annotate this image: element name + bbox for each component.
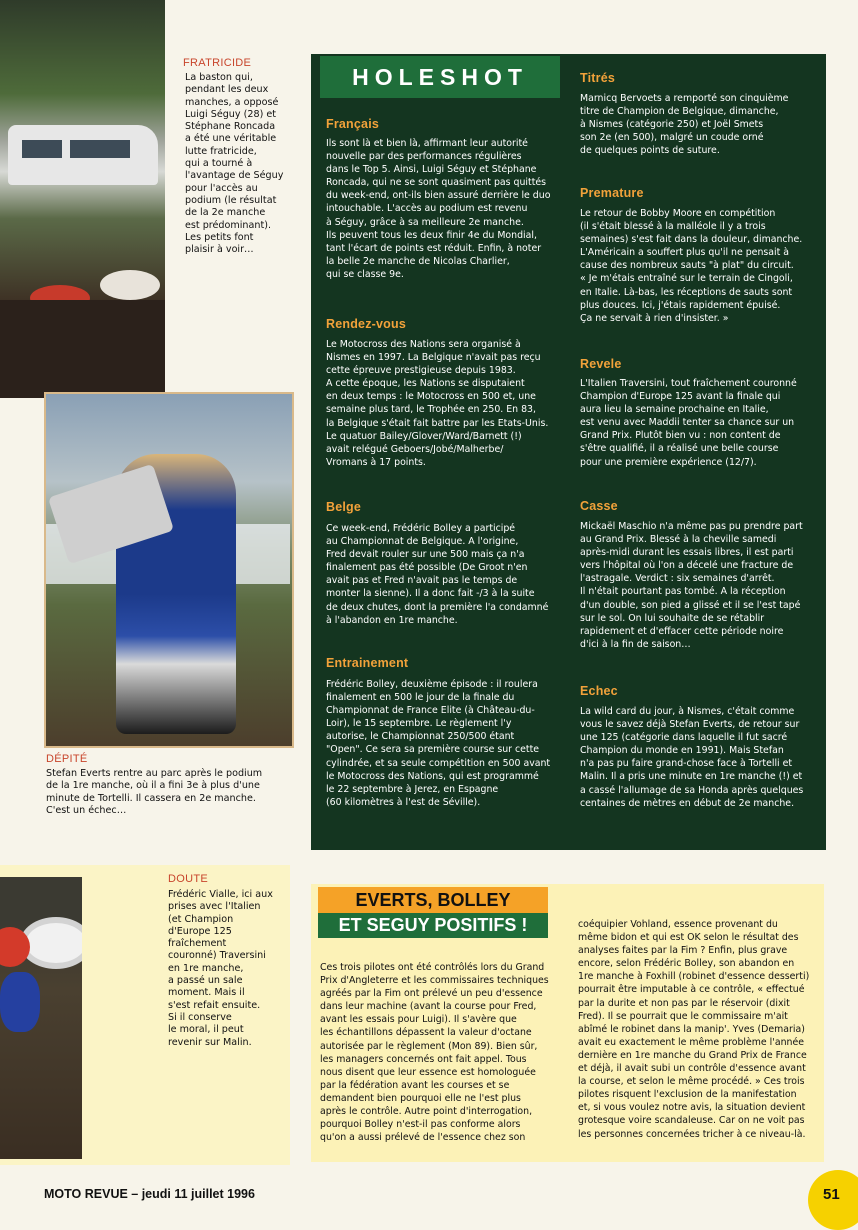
rider-shape <box>0 972 40 1032</box>
heading-rendez-vous: Rendez-vous <box>326 317 406 331</box>
caption-text-depite: Stefan Everts rentre au parc après le podium de la 1re manche, où il a fini 3e à plus d'une minute de Tortelli. Il cassera en 2e manche. C'est un échec… <box>46 768 263 816</box>
photo-doute <box>0 877 82 1159</box>
positifs-title-line2: ET SEGUY POSITIFS ! <box>318 913 548 938</box>
heading-premature: Premature <box>580 186 644 200</box>
photo-depite <box>44 392 294 748</box>
heading-francais: Français <box>326 117 380 131</box>
text-casse: Mickaël Maschio n'a même pas pu prendre part au Grand Prix. Blessé à la cheville samedi après-midi durant les essais libres, il est parti vers l'hôpital où l'on a décelé une fracture de l'astragale. Verdict : six semaines d'arrêt. Il n'était pourtant pas tombé. A la réception d'un double, son pied a glissé et il se l'est tapé sur le sol. On lui souhaite de se rétablir rapidement et d'effacer cette période noire d'ici à la fin de saison… <box>580 521 803 650</box>
page-number: 51 <box>823 1186 840 1203</box>
text-entrainement: Frédéric Bolley, deuxième épisode : il roulera finalement en 500 le jour de la finale du Championnat de France Elite (à Château-du- Loir), le 15 septembre. Le règlement l'y autorise, le Championnat 250/500 étant "Open". Ce sera sa première course sur cette cylindrée, et sa seule compétition en 500 avant le Motocross des Nations, qui est programmé le 22 septembre à Jerez, en Espagne (60 kilomètres à l'est de Séville). <box>326 679 551 808</box>
heading-entrainement: Entrainement <box>326 656 409 670</box>
text-belge: Ce week-end, Frédéric Bolley a participé au Championnat de Belgique. A l'origine, Fred devait rouler sur une 500 mais ça n'a finalement pas été possible (De Groot n'en avait pas et Fred n'avait pas le temps de monter la sienne). Il a donc fait -/3 à la suite de deux chutes, dont la première l'a condamné à l'abandon en 1re manche. <box>326 523 549 626</box>
caption-text-fratricide: La baston qui, pendant les deux manches, a opposé Luigi Séguy (28) et Stéphane Roncada a été une véritable lutte fratricide, qui a tourné à l'avantage de Séguy pour l'accès au podium (le résultat de la 2e manche est prédominant). Les petits font plaisir à voir… <box>185 72 284 256</box>
caption-title-doute: DOUTE <box>168 873 208 885</box>
heading-belge: Belge <box>326 500 362 514</box>
positifs-title-line1: EVERTS, BOLLEY <box>318 887 548 913</box>
caption-title-fratricide: FRATRICIDE <box>183 57 252 69</box>
text-rendez-vous: Le Motocross des Nations sera organisé à Nismes en 1997. La Belgique n'avait pas reçu cette épreuve prestigieuse depuis 1983. A cette époque, les Nations se disputaient en deux temps : le Motocross en 500 et, une semaine plus tard, le Trophée en 250. En 83, la Belgique s'était fait battre par les Etats-Unis. Le quatuor Bailey/Glover/Ward/Barnett (!) avait relégué Geboers/Jobé/Malherbe/ Vromans à 17 points. <box>326 339 549 468</box>
text-revele: L'Italien Traversini, tout fraîchement couronné Champion d'Europe 125 avant la finale qui aura lieu la semaine prochaine en Italie, est venu avec Maddii tenter sa chance sur un Grand Prix. Plutôt bien vu : non content de s'être qualifié, il a réalisé une belle course pour une première expérience (12/7). <box>580 378 797 468</box>
text-titres: Marnicq Bervoets a remporté son cinquième titre de Champion de Belgique, dimanche, à Nismes (catégorie 250) et Joël Smets son 2e (en 500), malgré un coude orné de quelques points de suture. <box>580 93 789 157</box>
van-window <box>70 140 130 158</box>
tyre-barrier <box>100 270 160 300</box>
heading-casse: Casse <box>580 499 618 513</box>
photo-fratricide <box>0 0 165 312</box>
photo-mud-area <box>0 300 165 398</box>
text-francais: Ils sont là et bien là, affirmant leur autorité nouvelle par des performances régulières dans le Top 5. Ainsi, Luigi Séguy et Stéphane Roncada, qui ne se sont quasiment pas quittés du week-end, ont-ils bien assuré derrière le duo intouchable. L'accès au podium est revenu à Séguy, grâce à sa meilleure 2e manche. Ils peuvent tous les deux finir 4e du Mondial, tant l'écart de points est réduit. Enfin, à noter la belle 2e manche de Nicolas Charlier, qui se classe 9e. <box>326 138 551 280</box>
caption-title-depite: DÉPITÉ <box>46 753 88 765</box>
text-echec: La wild card du jour, à Nismes, c'était comme vous le savez déjà Stefan Everts, de retour sur une 125 (catégorie dans laquelle il fut sacré Champion du monde en 1991). Mais Stefan n'a pas pu faire grand-chose face à Tortelli et Malin. Il a pris une minute en 1re manche (!) et a cassé l'allumage de sa Honda après quelques centaines de mètres en début de 2e manche. <box>580 706 804 809</box>
heading-revele: Revele <box>580 357 622 371</box>
heading-echec: Echec <box>580 684 618 698</box>
holeshot-title: HOLESHOT <box>320 56 560 98</box>
footer-publication: MOTO REVUE – jeudi 11 juillet 1996 <box>44 1187 255 1201</box>
van-window <box>22 140 62 158</box>
caption-text-doute: Frédéric Vialle, ici aux prises avec l'Italien (et Champion d'Europe 125 fraîchement couronné) Traversini en 1re manche, a passé un sale moment. Mais il s'est refait ensuite. Si il conserve le moral, il peut revenir sur Malin. <box>168 889 273 1048</box>
positifs-column-1: Ces trois pilotes ont été contrôlés lors du Grand Prix d'Angleterre et les commissaires techniques agréés par la Fim ont prélevé un peu d'essence dans leur machine (avant la course pour Fred, avant les essais pour Luigi). Il s'avère que les échantillons dépassent la valeur d'octane autorisée par le règlement (Mon 89). Bien sûr, les managers concernés ont fait appel. Tous nous disent que leur essence est homologuée par la fédération avant les courses et se demandent bien pourquoi elle ne l'est plus après le contrôle. Autre point d'interrogation, pourquoi Bolley n'est-il pas conforme alors qu'on a aussi prélevé de l'essence chez son <box>320 962 549 1144</box>
positifs-column-2: coéquipier Vohland, essence provenant du même bidon et qui est OK selon le résultat des analyses faites par la Fim ? Enfin, plus grave encore, selon Frédéric Bolley, son abandon en 1re manche à Foxhill (robinet d'essence desserti) pourrait être imputable à ce contrôle, « effectué par la durite et non pas par le réservoir (dixit Fred). Il se pourrait que le commissaire m'ait abîmé le robinet dans la manip'. Yves (Demaria) avait eu exactement le même problème l'année dernière en 1re manche du Grand Prix de France et déjà, il avait subi un contrôle d'essence avant la course, et selon le même procédé. » Ces trois pilotes risquent l'exclusion de la manifestation et, si vous voulez notre avis, la situation devient grotesque voire scandaleuse. Car on ne voit pas les personnes concernées tricher à ce niveau-là. <box>578 919 810 1140</box>
heading-titres: Titrés <box>580 71 616 85</box>
text-premature: Le retour de Bobby Moore en compétition (il s'était blessé à la malléole il y a trois semaines) s'est fait dans la douleur, dimanche. L'Américain a souffert plus qu'il ne pensait à cause des nombreux sauts "à plat" du circuit. « Je m'étais entraîné sur le terrain de Cingoli, en Italie. Là-bas, les réceptions de sauts sont plus douces. Ici, j'étais rapidement épuisé. Ça ne servait à rien d'insister. » <box>580 208 803 324</box>
